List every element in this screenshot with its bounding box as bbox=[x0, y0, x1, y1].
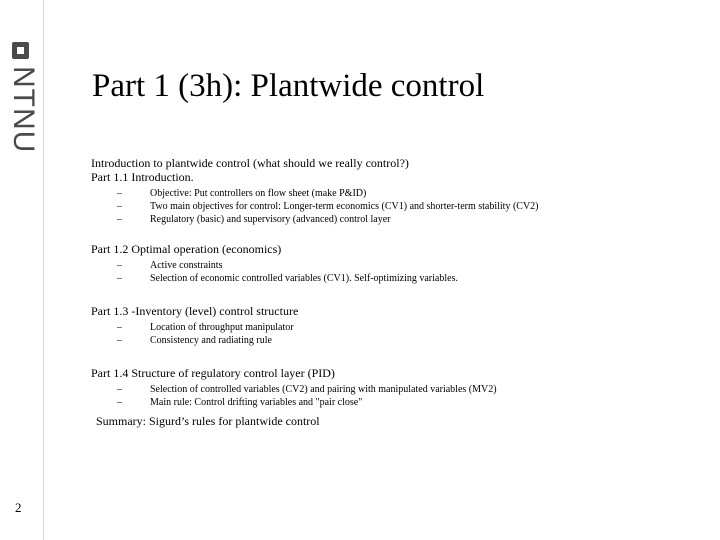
bullet-list bbox=[91, 187, 691, 226]
section-1-2 bbox=[91, 242, 691, 285]
list-item: – Selection of controlled variables (CV2) and pairing with manipulated variables (MV2) bbox=[91, 383, 691, 396]
list-item: – Consistency and radiating rule bbox=[91, 334, 691, 347]
slide-content bbox=[91, 156, 691, 409]
page-number: 2 bbox=[15, 500, 22, 515]
list-item: – Selection of economic controlled variables (CV1). Self-optimizing variables. bbox=[91, 272, 691, 285]
list-item: – Main rule: Control drifting variables and "pair close" bbox=[91, 396, 691, 409]
list-item: – Objective: Put controllers on flow sheet (make P&ID) bbox=[91, 187, 691, 200]
intro-line: Introduction to plantwide control (what should we really control?) bbox=[91, 156, 409, 170]
section-heading: Part 1.3 -Inventory (level) control structure bbox=[91, 304, 299, 318]
summary-line: Summary: Sigurd’s rules for plantwide control bbox=[96, 414, 320, 428]
section-1-4 bbox=[91, 366, 691, 409]
bullet-list bbox=[91, 259, 691, 285]
logo-square-icon bbox=[12, 42, 29, 59]
bullet-list bbox=[91, 321, 691, 347]
section-1-3 bbox=[91, 304, 691, 347]
slide-title: Part 1 (3h): Plantwide control bbox=[92, 68, 485, 104]
bullet-list bbox=[91, 383, 691, 409]
section-heading: Part 1.4 Structure of regulatory control layer (PID) bbox=[91, 366, 335, 380]
section-heading: Part 1.2 Optimal operation (economics) bbox=[91, 242, 282, 256]
list-item: – Two main objectives for control: Longer-term economics (CV1) and shorter-term stability (CV2) bbox=[91, 200, 691, 213]
section-heading: Part 1.1 Introduction. bbox=[91, 170, 194, 184]
list-item: – Regulatory (basic) and supervisory (advanced) control layer bbox=[91, 213, 691, 226]
ntnu-logo: NTNU bbox=[7, 66, 40, 154]
list-item: – Active constraints bbox=[91, 259, 691, 272]
sidebar bbox=[0, 0, 44, 540]
section-1-1 bbox=[91, 170, 691, 226]
list-item: – Location of throughput manipulator bbox=[91, 321, 691, 334]
